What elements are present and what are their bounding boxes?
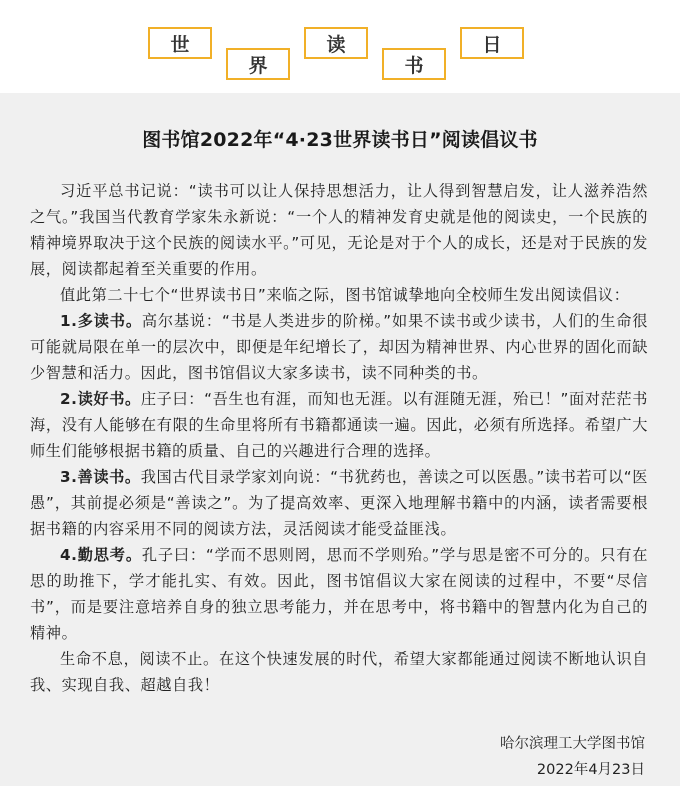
closing-paragraph: 生命不息，阅读不止。在这个快速发展的时代，希望大家都能通过阅读不断地认识自我、实现自我、超越自我！ [30,650,648,694]
point-heading: 1.多读书。 [60,312,142,330]
point-heading: 2.读好书。 [60,390,141,408]
tile-world: 世 [148,27,212,59]
tile-book: 书 [382,48,446,80]
point-text: 我国古代目录学家刘向说：“书犹药也，善读之可以医愚。”读书若可以“医愚”，其前提必须是“善读之”。为了提高效率、更深入地理解书籍中的内涵，读者需要根据书籍的内容采用不同的阅读方法，灵活阅读才能受益匪浅。 [30,468,649,538]
tile-day: 日 [460,27,524,59]
tile-read: 读 [304,27,368,59]
point-text: 庄子曰：“吾生也有涯，而知也无涯。以有涯随无涯，殆已！”面对茫茫书海，没有人能够在有限的生命里将所有书籍都通读一遍。因此，必须有所选择。希望广大师生们能够根据书籍的质量、自己的兴趣进行合理的选择。 [30,390,649,460]
point-heading: 3.善读书。 [60,468,141,486]
tile-realm: 界 [226,48,290,80]
occasion-paragraph: 值此第二十七个“世界读书日”来临之际，图书馆诚挚地向全校师生发出阅读倡议： [60,286,630,304]
document-title: 图书馆2022年“4·23世界读书日”阅读倡议书 [142,129,538,151]
point-paragraph-1 [30,308,648,386]
point-heading: 4.勤思考。 [60,546,142,564]
point-paragraph-3 [30,464,648,542]
point-text: 高尔基说：“书是人类进步的阶梯。”如果不读书或少读书，人们的生命很可能就局限在单一的层次中，即便是年纪增长了，却因为精神世界、内心世界的固化而缺少智慧和活力。因此，图书馆倡议大家多读书，读不同种类的书。 [30,312,649,382]
point-text: 孔子曰：“学而不思则罔，思而不学则殆。”学与思是密不可分的。只有在思的助推下，学才能扎实、有效。因此，图书馆倡议大家在阅读的过程中，不要“尽信书”，而是要注意培养自身的独立思考能力，并在思考中，将书籍中的智慧内化为自己的精神。 [30,546,649,642]
header-banner [0,0,680,93]
intro-paragraph: 习近平总书记说：“读书可以让人保持思想活力，让人得到智慧启发，让人滋养浩然之气。”我国当代教育学家朱永新说：“一个人的精神发育史就是他的阅读史，一个民族的精神境界取决于这个民族的阅读水平。”可见，无论是对于个人的成长，还是对于民族的发展，阅读都起着至关重要的作用。 [30,182,648,278]
point-paragraph-2 [30,386,648,464]
signature-date: 2022年4月23日 [536,762,645,778]
signature: 哈尔滨理工大学图书馆 [500,736,645,752]
document-body [30,178,648,698]
point-paragraph-4 [30,542,648,646]
